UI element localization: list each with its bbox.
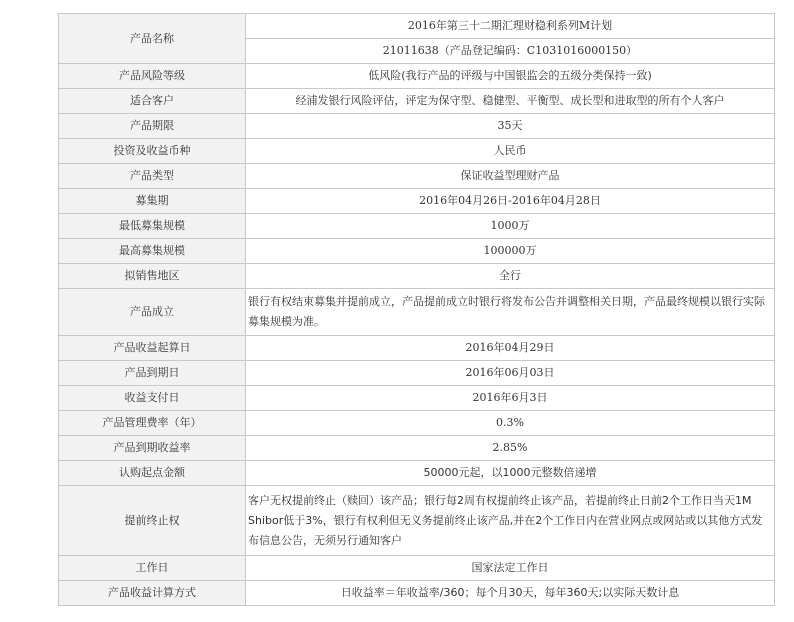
table-row xyxy=(59,264,775,289)
row-label: 产品管理费率（年） xyxy=(59,411,246,436)
row-value: 2.85% xyxy=(246,436,775,461)
row-value: 国家法定工作日 xyxy=(246,556,775,581)
table-row xyxy=(59,189,775,214)
table-row xyxy=(59,461,775,486)
row-label: 认购起点金额 xyxy=(59,461,246,486)
row-label: 产品类型 xyxy=(59,164,246,189)
row-label: 产品名称 xyxy=(59,14,246,64)
row-label: 产品风险等级 xyxy=(59,64,246,89)
row-label: 投资及收益币种 xyxy=(59,139,246,164)
row-label: 产品成立 xyxy=(59,289,246,336)
row-value: 2016年04月26日-2016年04月28日 xyxy=(246,189,775,214)
table-row xyxy=(59,89,775,114)
row-value: 1000万 xyxy=(246,214,775,239)
row-label: 募集期 xyxy=(59,189,246,214)
table-row xyxy=(59,214,775,239)
table-row xyxy=(59,289,775,336)
row-value: 客户无权提前终止（赎回）该产品；银行每2周有权提前终止该产品，若提前终止日前2个工作日当天1M Shibor低于3%，银行有权利但无义务提前终止该产品,并在2个工作日内在营业网点或网站或以其他方式发布信息公告，无须另行通知客户 xyxy=(246,486,775,556)
row-value: 人民币 xyxy=(246,139,775,164)
table-row xyxy=(59,386,775,411)
table-row xyxy=(59,361,775,386)
row-value: 0.3% xyxy=(246,411,775,436)
table-row xyxy=(59,486,775,556)
table-row xyxy=(59,114,775,139)
row-value: 全行 xyxy=(246,264,775,289)
row-label: 产品期限 xyxy=(59,114,246,139)
table-row xyxy=(59,556,775,581)
row-value: 2016年06月03日 xyxy=(246,361,775,386)
row-label: 最高募集规模 xyxy=(59,239,246,264)
row-label: 收益支付日 xyxy=(59,386,246,411)
table-row xyxy=(59,581,775,606)
table-row xyxy=(59,64,775,89)
row-value: 2016年04月29日 xyxy=(246,336,775,361)
row-value: 100000万 xyxy=(246,239,775,264)
row-label: 产品收益计算方式 xyxy=(59,581,246,606)
row-label: 工作日 xyxy=(59,556,246,581)
table-row xyxy=(59,411,775,436)
row-value: 2016年6月3日 xyxy=(246,386,775,411)
row-value: 低风险(我行产品的评级与中国银监会的五级分类保持一致) xyxy=(246,64,775,89)
row-value: 21011638（产品登记编码：C1031016000150） xyxy=(246,39,775,64)
table-row xyxy=(59,14,775,39)
row-value: 保证收益型理财产品 xyxy=(246,164,775,189)
row-label: 产品到期收益率 xyxy=(59,436,246,461)
row-value: 银行有权结束募集并提前成立，产品提前成立时银行将发布公告并调整相关日期，产品最终规模以银行实际募集规模为准。 xyxy=(246,289,775,336)
table-row xyxy=(59,164,775,189)
table-row xyxy=(59,239,775,264)
row-value: 50000元起，以1000元整数倍递增 xyxy=(246,461,775,486)
table-row xyxy=(59,436,775,461)
row-value: 2016年第三十二期汇理财稳利系列M计划 xyxy=(246,14,775,39)
row-label: 最低募集规模 xyxy=(59,214,246,239)
row-value: 日收益率＝年收益率/360；每个月30天，每年360天;以实际天数计息 xyxy=(246,581,775,606)
row-label: 产品收益起算日 xyxy=(59,336,246,361)
table-row xyxy=(59,139,775,164)
row-label: 产品到期日 xyxy=(59,361,246,386)
row-label: 提前终止权 xyxy=(59,486,246,556)
row-value: 经浦发银行风险评估，评定为保守型、稳健型、平衡型、成长型和进取型的所有个人客户 xyxy=(246,89,775,114)
row-label: 适合客户 xyxy=(59,89,246,114)
table-row xyxy=(59,336,775,361)
row-value: 35天 xyxy=(246,114,775,139)
row-label: 拟销售地区 xyxy=(59,264,246,289)
product-spec-table xyxy=(58,13,775,606)
